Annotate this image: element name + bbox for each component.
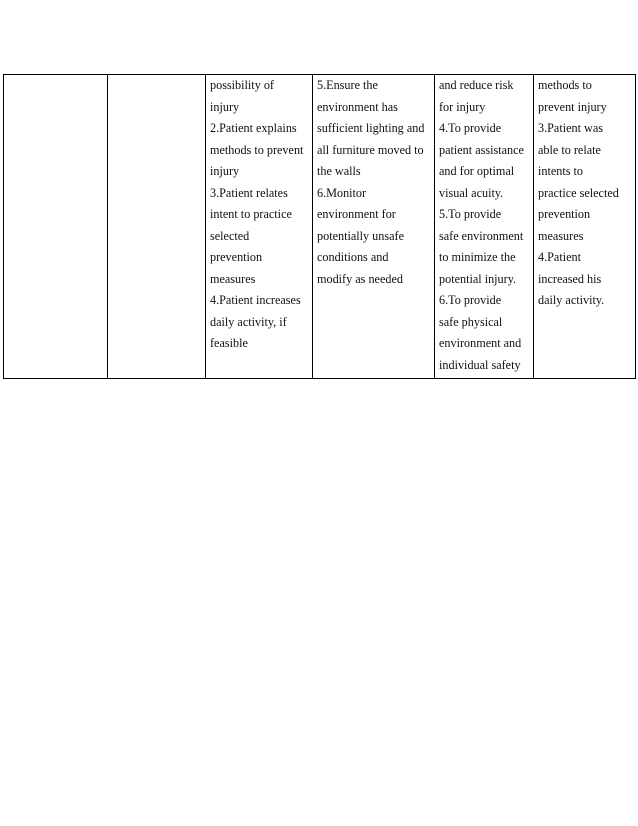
cell-text-line: 6.To provide bbox=[439, 293, 502, 307]
cell-text-line: methods to prevent bbox=[210, 142, 304, 157]
cell-text-line: measures bbox=[538, 228, 584, 243]
cell-text-line: daily activity, if bbox=[210, 314, 287, 329]
cell-text-line: injury bbox=[210, 99, 240, 114]
cell-text-line: 5.Ensure the bbox=[317, 78, 378, 92]
cell-text-line: able to relate bbox=[538, 142, 601, 157]
cell-text-line: practice selected bbox=[538, 185, 619, 200]
cell-text-line: measures bbox=[210, 271, 256, 286]
cell-text-line: individual safety bbox=[439, 357, 521, 372]
cell-text-line: visual acuity. bbox=[439, 185, 504, 200]
cell-text-line: daily activity. bbox=[538, 293, 605, 307]
cell-text-line: conditions and bbox=[317, 250, 389, 264]
table-cell-evaluation bbox=[534, 75, 636, 379]
cell-text-line: prevention bbox=[538, 207, 591, 221]
table-cell-col-2 bbox=[108, 75, 206, 379]
cell-text-line: and reduce risk bbox=[439, 78, 514, 92]
cell-text-line: all furniture moved to bbox=[317, 142, 424, 157]
cell-text-line: injury bbox=[210, 164, 240, 178]
table-cell-col-1 bbox=[4, 75, 108, 379]
cell-text-line: prevention bbox=[210, 250, 263, 264]
cell-text-line: 3.Patient was bbox=[538, 121, 603, 135]
cell-text-line: the walls bbox=[317, 164, 361, 178]
cell-text-line: increased his bbox=[538, 271, 602, 286]
cell-text-line: potential injury. bbox=[439, 271, 517, 286]
table-cell-interventions bbox=[313, 75, 435, 379]
cell-text-line: safe environment bbox=[439, 228, 524, 243]
cell-text-line: to minimize the bbox=[439, 250, 516, 264]
table-cell-outcomes bbox=[206, 75, 313, 379]
cell-text-line: intent to practice bbox=[210, 207, 292, 221]
cell-text-line: 4.To provide bbox=[439, 121, 502, 135]
cell-text-line: sufficient lighting and bbox=[317, 121, 425, 135]
cell-text-line: 4.Patient increases bbox=[210, 293, 301, 307]
cell-text-line: 5.To provide bbox=[439, 207, 502, 221]
table-row bbox=[4, 75, 636, 379]
cell-text-line: 4.Patient bbox=[538, 250, 581, 264]
cell-text-line: environment for bbox=[317, 207, 396, 221]
cell-text-line: safe physical bbox=[439, 314, 503, 329]
cell-text-line: feasible bbox=[210, 336, 248, 350]
nursing-care-plan-table bbox=[3, 74, 636, 379]
cell-text-line: environment and bbox=[439, 336, 522, 350]
cell-text-line: environment has bbox=[317, 99, 398, 114]
cell-text-line: 6.Monitor bbox=[317, 185, 367, 200]
cell-text-line: intents to bbox=[538, 164, 584, 178]
cell-text-line: prevent injury bbox=[538, 99, 607, 114]
cell-text-line: modify as needed bbox=[317, 271, 403, 286]
cell-text-line: selected bbox=[210, 228, 250, 243]
cell-text-line: for injury bbox=[439, 99, 486, 114]
cell-text-line: possibility of bbox=[210, 78, 274, 92]
cell-text-line: 3.Patient relates bbox=[210, 185, 288, 200]
cell-text-line: and for optimal bbox=[439, 164, 515, 178]
cell-text-line: potentially unsafe bbox=[317, 228, 404, 243]
cell-text-line: methods to bbox=[538, 78, 592, 92]
cell-text-line: 2.Patient explains bbox=[210, 121, 297, 135]
cell-text-line: patient assistance bbox=[439, 142, 524, 157]
table-cell-rationale bbox=[435, 75, 534, 379]
